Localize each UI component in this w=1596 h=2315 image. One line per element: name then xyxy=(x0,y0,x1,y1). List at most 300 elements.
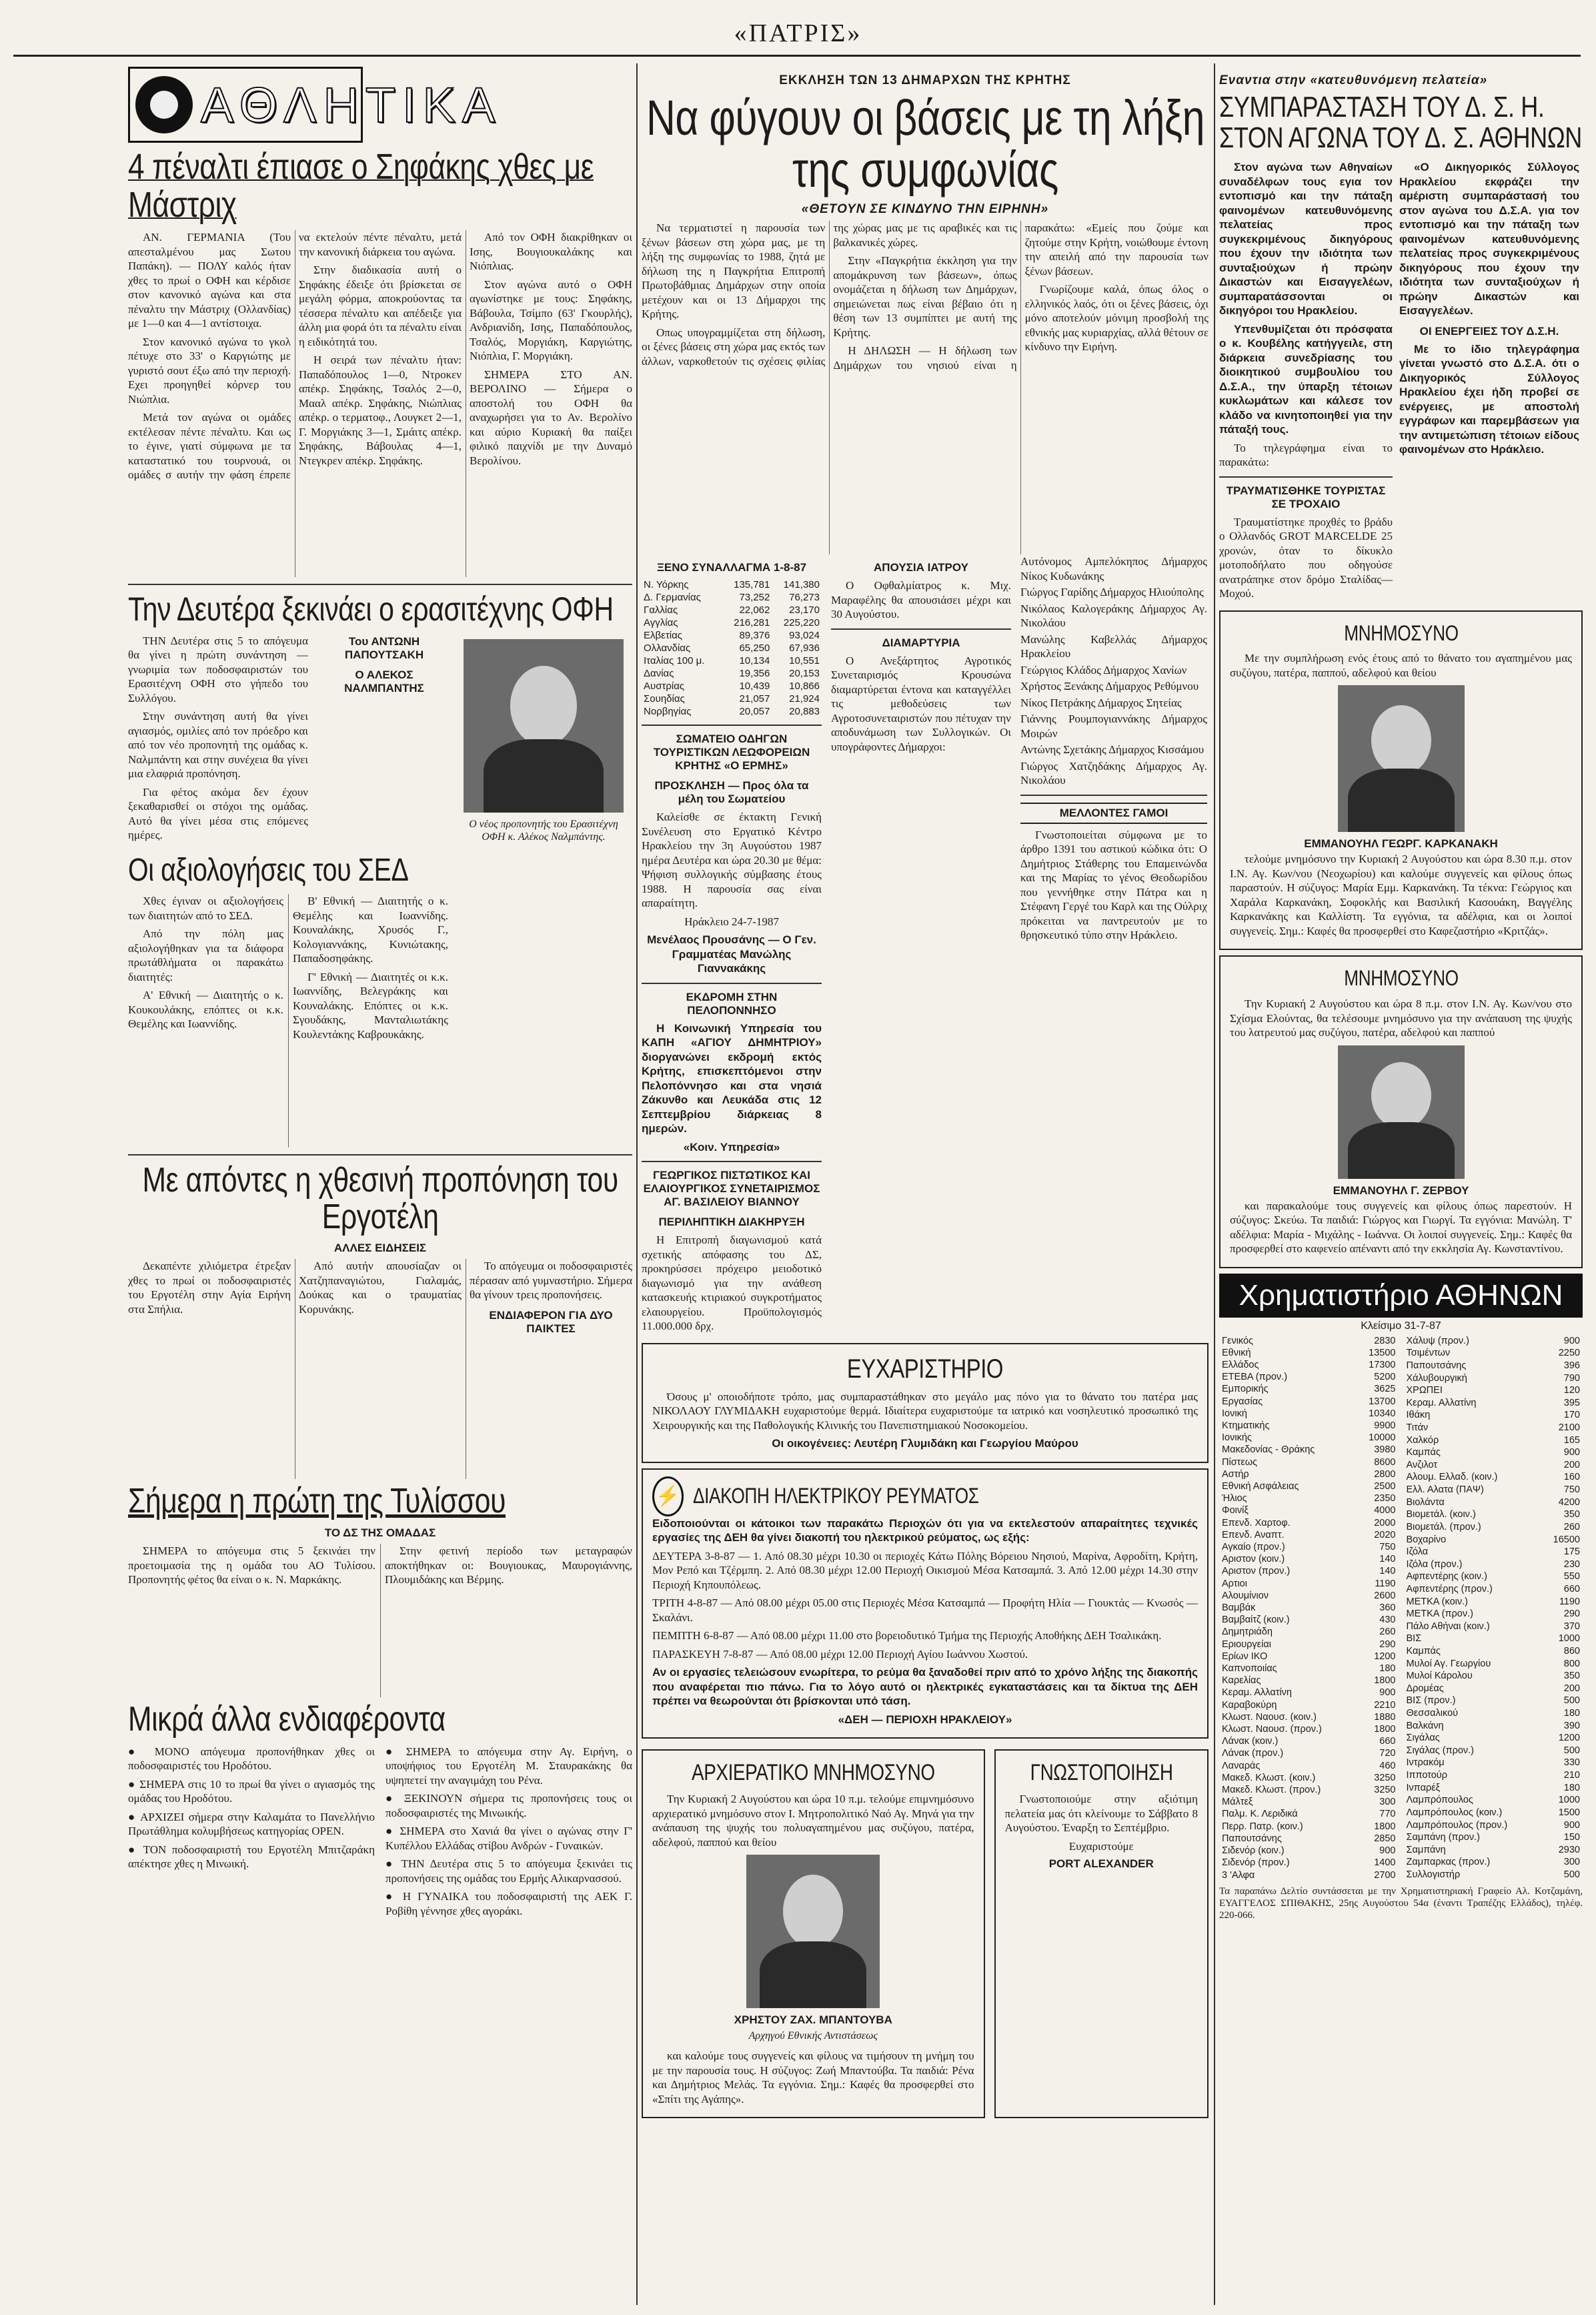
stock-price: 4000 xyxy=(1374,1505,1396,1516)
stock-row xyxy=(1219,1735,1399,1747)
stock-name: Σιδενόρ (προν.) xyxy=(1222,1857,1290,1869)
currency-name: Αγγλίας xyxy=(644,617,678,629)
article-ofi-amateur xyxy=(128,634,308,850)
stock-name: Ερίων ΙΚΟ xyxy=(1222,1651,1268,1662)
stock-name: Βαμβάκ xyxy=(1222,1602,1256,1614)
paragraph: Ειδοποιούνται οι κάτοικοι των παρακάτω Περιοχών ότι για να εκτελεστούν απαραίτητες τεχνικές εργασίες της ΔΕΗ θα γίνει διακοπή του ηλεκτρικού ρεύματος, ως εξής: xyxy=(652,1516,1198,1544)
paragraph: Στον κανονικό αγώνα το γκολ πέτυχε στο 33' ο Καργιώτης με γυριστό σουτ έξω από την περιοχή. Εχει προηγηθεί κόρνερ του Νιώπλια. xyxy=(128,335,291,406)
photo-caption: Ο νέος προπονητής του Ερασιτέχνη ΟΦΗ κ. Αλέκος Ναλμπάντης. xyxy=(469,818,618,843)
coach-photo xyxy=(464,639,624,813)
mayor-entry: Γιώργος Γαρίδης Δήμαρχος Ηλιούπολης xyxy=(1020,586,1204,599)
stock-price: 660 xyxy=(1563,1583,1580,1594)
stock-name: Βιολάντα xyxy=(1406,1496,1445,1508)
paragraph: Με το ίδιο τηλεγράφημα γίνεται γνωστό στο Δ.Σ.Α. ότι ο Δικηγορικός Σύλλογος Ηρακλείου έχει ήδη προβεί σε ενέργειες, με αποστολή εγγράφων και παρεμβάσεων για την αντιμετώπιση τέτοιων είδους φαινομένων στο Ηράκλειο. xyxy=(1399,342,1579,456)
stock-row xyxy=(1404,1360,1583,1372)
stock-price: 396 xyxy=(1563,1360,1580,1371)
exchange-row xyxy=(642,578,822,591)
stock-name: Ιζόλα xyxy=(1406,1546,1429,1558)
rate-value: 10,134 xyxy=(739,655,770,667)
stock-row xyxy=(1219,1711,1399,1723)
paragraph: Το απόγευμα οι ποδοσφαιριστές πέρασαν από γυμναστήριο. Σήμερα θα γίνουν τρεις προπονήσεις. xyxy=(470,1260,632,1302)
stock-price: 170 xyxy=(1563,1410,1580,1421)
stock-row xyxy=(1404,1856,1583,1869)
stock-table-left xyxy=(1219,1335,1399,1881)
deceased-role: Αρχηγού Εθνικής Αντιστάσεως xyxy=(748,2030,878,2042)
signature: «Κοιν. Υπηρεσία» xyxy=(683,1140,780,1153)
stock-price: 13700 xyxy=(1369,1396,1396,1407)
rate-value: 10,439 xyxy=(739,680,770,692)
exchange-title: ΞΕΝΟ ΣΥΝΑΛΛΑΓΜΑ 1-8-87 xyxy=(656,561,807,574)
mnimosyno-title: ΜΝΗΜΟΣΥΝΟ xyxy=(1343,620,1459,645)
stock-row xyxy=(1404,1657,1583,1670)
stock-row xyxy=(1219,1468,1399,1480)
stock-price: 13500 xyxy=(1369,1347,1396,1358)
stock-name: Αφπεντέρης (προν.) xyxy=(1406,1583,1493,1594)
stock-price: 140 xyxy=(1379,1566,1396,1577)
stock-note: Τα παραπάνω Δελτίο συντάσσεται με την Χρηματιστηριακή Γραφείο Αλ. Κοτζαμάνη, ΕΥΑΓΓΕΛΟΣ ΣΠΙΘΑΚΗΣ, 25ης Αυγούστου 54α (έναντι Τραπέζης Ελλάδος), τηλέφ. 220-066. xyxy=(1219,1885,1583,1921)
stock-price: 1000 xyxy=(1558,1633,1580,1645)
paragraph: Για φέτος ακόμα δεν έχουν ξεκαθαρισθεί οι στόχοι της ομάδας. Αυτό θα γίνει μέσα στις επόμενες ημέρες. xyxy=(128,785,308,842)
guides-sub: ΠΡΟΣΚΛΗΣΗ — Προς όλα τα μέλη του Σωματείου xyxy=(654,779,809,806)
stock-row xyxy=(1404,1683,1583,1695)
stock-price: 5200 xyxy=(1374,1372,1396,1383)
paragraph: Στην φετινή περίοδο των μεταγραφών αποκτήθηκαν οι: Βουγιουκας, Μαυρογιάννης, Πλουμιδάκης και Βέρμης. xyxy=(385,1544,632,1586)
divider xyxy=(128,1154,632,1155)
sports-section xyxy=(128,67,632,2302)
rate-value: 93,024 xyxy=(789,630,820,642)
article-ergotelis xyxy=(128,1259,632,1479)
mayor-entry: Αντώνης Σχετάκης Δήμαρχος Κισσάμου xyxy=(1020,743,1205,757)
stock-name: Επενδ. Αναπτ. xyxy=(1222,1529,1285,1540)
right-section xyxy=(1219,67,1583,2302)
paragraph: Η σειρά των πέναλτυ ήταν: Παπαδόπουλος 1—0, Ντροκεν απέκρ. Σηφάκης, Τσαλός 2—0, Μααλ απέκρ. Σηφάκης, Νιώπλιας απέκρ. ο τερματοφ., Λουγκετ 2—1, Γ. Μοργιάκης 3—1, Σμάιτς απέκρ. Σηφάκης, Βάβουλας 4—1, Ντεγκρεν απέκρ. Σηφάκης. xyxy=(299,354,462,467)
paragraph: Από αυτήν απουσίαζαν οι Χατζηπαναγιώτου, Γιαλαμάς, Δούκας και ο τραυματίας Κορυνάκης. xyxy=(299,1260,462,1316)
stock-price: 3250 xyxy=(1374,1785,1396,1796)
stock-name: Σιδενόρ (κοιν.) xyxy=(1222,1845,1285,1857)
paragraph: Α' Εθνική — Διαιτητής ο κ. Κουκουλάκης, επόπτες οι κ.κ. Θεμέλης και Ιωαννίδης. xyxy=(128,989,283,1031)
stock-name: Λαμπρόπουλος xyxy=(1406,1795,1473,1806)
stock-name: Αρτιοι xyxy=(1222,1578,1247,1589)
currency-name: Νορβηγίας xyxy=(644,706,692,718)
stock-name: ΜΕΤΚΑ (κοιν.) xyxy=(1406,1596,1468,1607)
stock-price: 200 xyxy=(1563,1459,1580,1470)
rate-value: 135,781 xyxy=(734,579,770,591)
stock-row xyxy=(1404,1844,1583,1857)
stock-name: Σιγάλας xyxy=(1406,1733,1440,1744)
signature: Οι οικογένειες: Λευτέρη Γλυμιδάκη και Γεωργίου Μαύρου xyxy=(772,1437,1078,1450)
stock-row xyxy=(1404,1471,1583,1484)
stock-price: 350 xyxy=(1563,1509,1580,1520)
geo-sub: ΠΕΡΙΛΗΠΤΙΚΗ ΔΙΑΚΗΡΥΞΗ xyxy=(658,1216,805,1229)
stock-name: Λαμπρόπουλος (προν.) xyxy=(1406,1819,1508,1831)
stock-row xyxy=(1404,1570,1583,1583)
stock-price: 1000 xyxy=(1558,1795,1580,1806)
stock-name: Καμπάς xyxy=(1406,1447,1441,1458)
stock-name: ΕΤΕΒΑ (προν.) xyxy=(1222,1372,1288,1383)
stock-row xyxy=(1219,1614,1399,1626)
stock-row xyxy=(1219,1639,1399,1651)
stock-price: 2600 xyxy=(1374,1590,1396,1601)
stock-price: 1200 xyxy=(1374,1651,1396,1662)
portrait-photo xyxy=(746,1855,880,2008)
stock-price: 180 xyxy=(1563,1782,1580,1793)
geo-title: ΓΕΩΡΓΙΚΟΣ ΠΙΣΤΩΤΙΚΟΣ ΚΑΙ ΕΛΑΙΟΥΡΓΙΚΟΣ ΣΥΝΕΤΑΙΡΙΣΜΟΣ ΑΓ. ΒΑΣΙΛΕΙΟΥ ΒΙΑΝΝΟΥ xyxy=(643,1169,820,1209)
stock-price: 9900 xyxy=(1374,1420,1396,1431)
lead-section xyxy=(642,67,1209,2302)
stock-row xyxy=(1404,1397,1583,1410)
stock-name: Μακεδ. Κλωστ. (κοιν.) xyxy=(1222,1772,1316,1783)
stock-row xyxy=(1219,1504,1399,1516)
stock-name: Κεραμ. Αλλατίνη xyxy=(1406,1397,1477,1408)
stock-row xyxy=(1404,1794,1583,1807)
stock-row xyxy=(1404,1595,1583,1608)
paragraph: Γ' Εθνική — Διαιτητές οι κ.κ. Ιωαννίδης, Βελεγράκης και Κουναλάκης. Επόπτες οι κ.κ. Σγουδάκης, Μανταλιωτάκης Κουλεντάκης Καβρουκάκης. xyxy=(293,970,448,1041)
stock-price: 2210 xyxy=(1374,1699,1396,1711)
stock-row xyxy=(1404,1347,1583,1360)
stock-row xyxy=(1219,1772,1399,1784)
paragraph: ΠΕΜΠΤΗ 6-8-87 — Από 08.00 μέχρι 11.00 στο βορειοδυτικό Τμήμα της Περιοχής Αποθήκης ΔΕΗ Τσαλικάκη. xyxy=(652,1629,1162,1643)
stock-price: 770 xyxy=(1379,1809,1396,1820)
stock-row xyxy=(1219,1517,1399,1529)
paragraph: Καλείσθε σε έκτακτη Γενική Συνέλευση στο Εργατικό Κέντρο Ηρακλείου την 3η Αυγούστου 1987 ημέρα Δευτέρα και ώρα 20.30 με θέμα: Ψήφιση συλλογικής σύμβασης έτους 1988. Η παρουσία σας είναι απαραίτητη. xyxy=(642,811,822,910)
paragraph: ● ΤΟΝ ποδοσφαιριστή του Εργοτέλη Μπιτζαράκη απέκτησε χθες η Μινωική. xyxy=(128,1843,375,1871)
stock-price: 260 xyxy=(1379,1627,1396,1638)
exchange-row xyxy=(642,591,822,604)
stock-name: ΒΙΣ (προν.) xyxy=(1406,1695,1456,1707)
exchange-table xyxy=(642,578,822,718)
stock-row xyxy=(1219,1529,1399,1541)
paragraph: Γνωρίζουμε καλά, όπως όλος ο ελληνικός λαός, ότι οι ξένες βάσεις, όχι μόνο αποτελούν μόνιμη προσβολή της εθνικής μας κυριαρχίας, αλλά θέτουν σε κίνδυνο την Ειρήνη. xyxy=(1024,283,1209,354)
stock-price: 180 xyxy=(1379,1663,1396,1675)
masthead: «ΠΑΤΡΙΣ» xyxy=(734,19,862,47)
stock-name: Θεσσαλικού xyxy=(1406,1708,1459,1719)
stock-price: 790 xyxy=(1563,1372,1580,1384)
stock-row xyxy=(1219,1796,1399,1808)
stock-name: Συλλογιστήρ xyxy=(1406,1869,1461,1881)
stock-row xyxy=(1219,1626,1399,1638)
stock-name: Βαλκάνη xyxy=(1406,1720,1444,1731)
exchange-row xyxy=(642,616,822,629)
stock-price: 800 xyxy=(1563,1658,1580,1669)
stock-price: 180 xyxy=(1563,1708,1580,1719)
stock-name: Ινπαρέξ xyxy=(1406,1782,1441,1793)
mayors-column xyxy=(1020,554,1207,1338)
rate-value: 21,924 xyxy=(789,693,820,705)
stock-name: Εμπορικής xyxy=(1222,1384,1269,1395)
stock-name: Λαμπρόπουλος (κοιν.) xyxy=(1406,1807,1503,1818)
stock-name: Δρομέας xyxy=(1406,1683,1444,1694)
rate-value: 76,273 xyxy=(789,592,820,604)
mayor-entry: Γιώργος Χατζηδάκης Δήμαρχος Αγ. Νικολάου xyxy=(1020,759,1207,787)
article-sifakis xyxy=(128,230,632,577)
stock-row xyxy=(1404,1533,1583,1546)
paragraph: Ο Οφθαλμίατρος κ. Μιχ. Μαραφέλης θα απουσιάσει μέχρι και 30 Αυγούστου. xyxy=(831,579,1011,621)
paragraph: Αν οι εργασίες τελειώσουν ενωρίτερα, το ρεύμα θα ξαναδοθεί πριν από το χρόνο λήξης της διακοπής που αναφέρεται πιο πάνω. Για το λόγο αυτό οι ηλεκτρικές εγκαταστάσεις και τα δίκτυα της ΔΕΗ πρέπει να θεωρούνται ότι βρίσκονται υπό τάση. xyxy=(652,1666,1198,1708)
stock-price: 150 xyxy=(1563,1832,1580,1843)
stock-name: Μυλοί Αγ. Γεωργίου xyxy=(1406,1658,1491,1669)
stock-name: Αριστον (κοιν.) xyxy=(1222,1554,1285,1565)
deceased-name: ΕΜΜΑΝΟΥΗΛ Γ. ΖΕΡΒΟΥ xyxy=(1333,1184,1469,1197)
stock-row xyxy=(1219,1420,1399,1432)
stock-name: Ελλάδος xyxy=(1222,1359,1259,1370)
mnimosyno-title: ΜΝΗΜΟΣΥΝΟ xyxy=(1343,966,1459,991)
stock-price: 2500 xyxy=(1374,1481,1396,1492)
stock-row xyxy=(1219,1699,1399,1711)
paragraph: ΑΝ. ΓΕΡΜΑΝΙΑ (Του απεσταλμένου μας Σωτου Παπάκη). — ΠΟΛΥ καλός ήταν χθες το πρωί ο ΟΦΗ και κέρδισε στον κανονικό αγώνα και στα πέναλτυ την Μάστριχ (Ολλανδίας) με 1—0 και 4—1 αντίστοιχα. xyxy=(128,231,291,330)
rate-value: 73,252 xyxy=(739,592,770,604)
stock-name: Σιγάλας (προν.) xyxy=(1406,1745,1474,1756)
stock-row xyxy=(1219,1347,1399,1359)
stock-name: Αφπεντέρης (κοιν.) xyxy=(1406,1571,1487,1582)
stock-price: 660 xyxy=(1379,1736,1396,1747)
stock-row xyxy=(1219,1590,1399,1602)
subheading: OI ΕΝΕΡΓΕΙΕΣ ΤΟΥ Δ.Σ.Η. xyxy=(1419,324,1559,338)
article-sed xyxy=(128,894,448,1147)
stock-name: Καπνοποιίας xyxy=(1222,1663,1277,1675)
stock-row xyxy=(1404,1546,1583,1558)
stock-row xyxy=(1404,1769,1583,1782)
stock-name: Κλωστ. Ναουσ. (κοιν.) xyxy=(1222,1711,1317,1723)
paragraph: Στον αγώνα των Αθηναίων συναδέλφων τους εγια τον εντοπισμό και την πάταξη φαινομένων κατευθυνόμενης πελατείας προς συγκεκριμένους δικηγόρους που έχουν την ιδιότητα των συνταξιούχων ή πρώην Δικαστών και Εισαγγελέων, συμπαρατάσσονται οι δικηγόροι του Ηρακλείου. xyxy=(1219,161,1393,318)
stock-name: Βαμβαίτζ (κοιν.) xyxy=(1222,1614,1290,1626)
stock-row xyxy=(1404,1422,1583,1434)
stock-price: 2850 xyxy=(1374,1833,1396,1844)
stock-row xyxy=(1219,1821,1399,1833)
stock-name: Ιντρακόμ xyxy=(1406,1757,1445,1769)
stock-row xyxy=(1219,1565,1399,1577)
stock-price: 8600 xyxy=(1374,1456,1396,1468)
stock-row xyxy=(1219,1833,1399,1845)
stock-row xyxy=(1219,1784,1399,1796)
stock-price: 1880 xyxy=(1374,1711,1396,1723)
stock-price: 16500 xyxy=(1553,1534,1580,1545)
paragraph: Το τηλεγράφημα είναι το παρακάτω: xyxy=(1219,441,1393,469)
paragraph: Γνωστοποιείται σύμφωνα με το άρθρο 1391 του αστικού κώδικα ότι: Ο Δημήτριος Στάθερης του Επαμεινώνδα και της Μαρίας το γένος Θεοδωρίδου που γεννήθηκε στην Πάτρα και η Στέφανη Γεργέ του Καρλ και της Ούλριχ πρόκειται να παντρευτούν με το θρησκευτικό τύπο στην Ηράκλειο. xyxy=(1020,828,1207,942)
stock-row xyxy=(1404,1719,1583,1732)
stock-name: ΒΙΣ xyxy=(1406,1633,1422,1645)
stock-price: 1800 xyxy=(1374,1724,1396,1735)
paragraph: ● ΤΗΝ Δευτέρα στις 5 το απόγευμα ξεκινάει τις προπονήσεις της ομάδας του Ερμής Αλικαρνασσού. xyxy=(385,1857,632,1885)
stock-name: Τσιμέντων xyxy=(1406,1348,1451,1359)
paragraph: Μετά τον αγώνα οι ομάδες εκτέλεσαν πέντε πέναλτυ. Και ως το έγινε, γιατί σύμφωνα με τα καταστατικό του τουρνουά, οι ομάδες σ αυτήν την φάση έπρεπε να εκτελούν πέντε πέναλτυ, μετά την κανονική διάρκεια του αγώνα. xyxy=(128,231,462,482)
thanks: Ευχαριστούμε xyxy=(1068,1839,1134,1853)
stock-price: 140 xyxy=(1379,1554,1396,1565)
deceased-name: ΕΜΜΑΝΟΥΗΛ ΓΕΩΡΓ. ΚΑΡΚΑΝΑΚΗ xyxy=(1304,837,1498,851)
stock-row xyxy=(1404,1831,1583,1844)
stock-row xyxy=(1219,1651,1399,1663)
stock-name: Αριστον (προν.) xyxy=(1222,1566,1291,1577)
stock-price: 370 xyxy=(1563,1620,1580,1632)
mayor-entry: Αυτόνομος Αμπελόκηπος Δήμαρχος Νίκος Κυδωνάκης xyxy=(1020,555,1207,582)
stock-price: 200 xyxy=(1563,1683,1580,1694)
stock-name: Ελλ. Αλατα (ΠΑΨ) xyxy=(1406,1484,1484,1496)
stock-date: Κλείσιμο 31-7-87 xyxy=(1361,1320,1441,1332)
archieratiko-title: ΑΡΧΙΕΡΑΤΙΚΟ ΜΝΗΜΟΣΥΝΟ xyxy=(691,1760,935,1786)
currency-name: Ιταλίας 100 μ. xyxy=(644,655,705,667)
stock-tables xyxy=(1219,1335,1583,1881)
stock-row xyxy=(1219,1747,1399,1759)
stock-name: Χάλυβουργική xyxy=(1406,1372,1467,1384)
stock-name: Ιθάκη xyxy=(1406,1410,1431,1421)
stock-name: Πίστεως xyxy=(1222,1456,1258,1468)
mayor-entry: Γεώργιος Κλάδος Δήμαρχος Χανίων xyxy=(1020,663,1187,676)
paragraph: Από τον ΟΦΗ διακρίθηκαν οι Ισης, Βουγιουκαλάκης και Νιόπλιας. xyxy=(470,231,632,273)
dei-box xyxy=(642,1468,1209,1739)
stock-name: Σαμπάνη xyxy=(1406,1844,1446,1855)
paragraph: ΣΗΜΕΡΑ ΣΤΟ ΑΝ. ΒΕΡΟΛΙΝΟ — Σήμερα ο αποστολή του ΟΦΗ θα αναχωρήσει για το Αν. Βερολίνο και αύριο Κυριακή θα παίξει φιλικό παιχνίδι με την Δυναμό Βερολίνου. xyxy=(470,368,632,467)
headline-sed: Οι αξιολογήσεις του ΣΕΔ xyxy=(128,852,409,888)
paragraph: ● ΜΟΝΟ απόγευμα προπονήθηκαν χθες οι ποδοσφαιριστές του Ηροδότου. xyxy=(128,1745,375,1773)
stock-row xyxy=(1404,1782,1583,1795)
stock-price: 500 xyxy=(1563,1869,1580,1881)
stock-price: 900 xyxy=(1563,1335,1580,1346)
portrait-photo xyxy=(1338,685,1465,832)
stock-row xyxy=(1404,1707,1583,1720)
lead-kicker: ΕΚΚΛΗΣΗ ΤΩΝ 13 ΔΗΜΑΡΧΩΝ ΤΗΣ ΚΡΗΤΗΣ xyxy=(779,73,1071,87)
stock-price: 900 xyxy=(1563,1447,1580,1458)
stock-price: 230 xyxy=(1563,1558,1580,1570)
stock-name: Καρελίας xyxy=(1222,1675,1261,1687)
stock-price: 120 xyxy=(1563,1385,1580,1396)
stock-title: Χρηματιστήριο ΑΘΗΝΩΝ xyxy=(1219,1274,1583,1318)
currency-name: Ν. Υόρκης xyxy=(644,579,689,591)
stock-price: 2350 xyxy=(1374,1493,1396,1504)
paragraph: και καλούμε τους συγγενείς και φίλους να τιμήσουν τη μνήμη του με την παρουσία τους. Η σύζυγος: Ζωή Μπαντούβα. Τα παιδιά: Ρένα και Δημήτριος Μελάς. Τα εγγόνια. Σημ.: Καφές θα προσφερθεί στο «Σπίτι της Αγάπης». xyxy=(652,2049,974,2106)
archieratiko-box xyxy=(642,1749,985,2118)
stock-price: 300 xyxy=(1379,1797,1396,1808)
stock-price: 750 xyxy=(1563,1484,1580,1496)
currency-name: Δανίας xyxy=(644,668,674,680)
stock-price: 500 xyxy=(1563,1695,1580,1707)
stock-row xyxy=(1219,1869,1399,1881)
paragraph: ● ΣΗΜΕΡΑ στο Χανιά θα γίνει ο αγώνας στην Γ' Κυπέλλου Ελλάδας στίβου Ανδρών - Γυναικών. xyxy=(385,1825,632,1852)
column-rule xyxy=(1214,63,1215,2305)
right-headline: ΣΥΜΠΑΡΑΣΤΑΣΗ ΤΟΥ Δ. Σ. Η. ΣΤΟΝ ΑΓΩΝΑ ΤΟΥ Δ. Σ. ΑΘΗΝΩΝ xyxy=(1219,91,1582,155)
stock-row xyxy=(1404,1645,1583,1658)
mnimosyno-karkanaki xyxy=(1219,610,1583,951)
stock-row xyxy=(1219,1808,1399,1820)
paragraph: Η ΔΗΛΩΣΗ — Η δήλωση των Δημάρχων του νησιού είναι η παρακάτω: «Εμείς που ζούμε και ζητούμε στην Κρήτη, νοιώθουμε έντονη την απειλή από την παρουσία των ξένων βάσεων. xyxy=(833,221,1209,372)
stock-table-right xyxy=(1404,1335,1583,1881)
paragraph: Την Κυριακή 2 Αυγούστου και ώρα 10 π.μ. τελούμε επιμνημόσυνο αρχιερατικό μνημόσυνο στον Ι. Μητροπολιτικό Ναό Αγ. Μηνά για την ανάπαυση της ψυχής του πολυαγαπημένου μας συζύγου, πατέρα, αδελφού, παππού και θείου xyxy=(652,1793,974,1849)
stock-price: 1400 xyxy=(1374,1857,1396,1869)
paragraph: ΣΗΜΕΡΑ το απόγευμα στις 5 ξεκινάει την προετοιμασία της η ομάδα του ΑΟ Τυλίσου. Προπονητής φέτος θα είναι ο κ. Ν. Μαρκάκης. xyxy=(128,1544,375,1586)
signature: «ΔΕΗ — ΠΕΡΙΟΧΗ ΗΡΑΚΛΕΙΟΥ» xyxy=(838,1713,1012,1726)
stock-price: 900 xyxy=(1563,1819,1580,1831)
currency-name: Γαλλίας xyxy=(644,604,678,616)
stock-price: 900 xyxy=(1379,1845,1396,1857)
stock-row xyxy=(1404,1819,1583,1831)
lightning-icon: ⚡ xyxy=(652,1476,684,1516)
sports-logo-text: ΑΘΛΗΤΙΚΑ xyxy=(201,77,502,133)
mayor-entry: Γιάννης Ρουμπογιαννάκης Δήμαρχος Μοιρών xyxy=(1020,713,1207,740)
stock-name: Εριουργείαι xyxy=(1222,1639,1271,1650)
currency-name: Δ. Γερμανίας xyxy=(644,592,701,604)
notices-column xyxy=(831,554,1011,1338)
article-tylisos xyxy=(128,1544,632,1697)
stock-price: 330 xyxy=(1563,1757,1580,1769)
currency-name: Ολλανδίας xyxy=(644,642,691,654)
stock-name: Αλουμίνιον xyxy=(1222,1590,1269,1601)
stock-price: 1190 xyxy=(1375,1578,1396,1589)
exchange-row xyxy=(642,692,822,705)
paragraph: Η Επιτροπή διαγωνισμού κατά σχετικής απόφασης του ΔΣ, προκηρύσσει πρόχειρο μειοδοτικό διαγωνισμό για την ανάθεση κατασκευής κτιριακού συγκροτήματος ελαιουργείου. Προϋπολογισμός 11.000.000 δρχ. xyxy=(642,1234,822,1333)
stock-row xyxy=(1219,1723,1399,1735)
currency-name: Σουηδίας xyxy=(644,693,685,705)
stock-name: ΜΕΤΚΑ (προν.) xyxy=(1406,1608,1473,1620)
mayor-entry: Μανώλης Καβελλάς Δήμαρχος Ηρακλείου xyxy=(1020,632,1207,660)
stock-row xyxy=(1404,1670,1583,1683)
misc-list-left xyxy=(128,1745,375,1923)
stock-name: Μάλτεξ xyxy=(1222,1797,1253,1808)
stock-row xyxy=(1404,1508,1583,1521)
divider xyxy=(128,584,632,585)
paragraph: Στον αγώνα αυτό ο ΟΦΗ αγωνίστηκε με τους: Σηφάκης, Βάβουλα, Τσίμπο (63' Γκουρλής), Ανδριανίδη, Ισης, Παπαδόπουλος, Τσαλός, Μοργιάκη, Καργιώτης, Νιόπλια, Γ. Μοργιάκη. xyxy=(470,278,632,363)
exchange-row xyxy=(642,667,822,680)
stock-price: 860 xyxy=(1563,1646,1580,1657)
stock-name: Παλμ. Κ. Λεριδικά xyxy=(1222,1809,1298,1820)
stock-price: 10340 xyxy=(1369,1408,1396,1419)
stock-name: Φοινίξ xyxy=(1222,1505,1249,1516)
classifieds-column xyxy=(642,554,822,1338)
stock-price: 175 xyxy=(1563,1546,1580,1558)
stock-price: 550 xyxy=(1563,1571,1580,1582)
stock-price: 1200 xyxy=(1558,1733,1580,1744)
stock-price: 260 xyxy=(1563,1521,1580,1532)
stock-name: Λάνακ (κοιν.) xyxy=(1222,1736,1279,1747)
stock-name: Περρ. Πατρ. (κοιν.) xyxy=(1222,1821,1303,1832)
stock-price: 290 xyxy=(1563,1608,1580,1620)
headline-ofi-amateur: Την Δευτέρα ξεκινάει ο ερασιτέχνης ΟΦΗ xyxy=(128,590,614,628)
paragraph: ● ΣΗΜΕΡΑ το απόγευμα στην Αγ. Ειρήνη, ο υποψήφιος του Εργοτέλη Μ. Σταυρακάκης θα υψηπετεί την αναγιμάχη του Ρένα. xyxy=(385,1745,632,1787)
tourist-title: ΤΡΑΥΜΑΤΙΣΘΗΚΕ ΤΟΥΡΙΣΤΑΣ ΣΕ ΤΡΟΧΑΙΟ xyxy=(1226,484,1386,510)
deceased-name: ΧΡΗΣΤΟΥ ΖΑΧ. ΜΠΑΝΤΟΥΒΑ xyxy=(734,2013,892,2027)
stock-name: Λαναράς xyxy=(1222,1760,1261,1771)
football-icon xyxy=(135,76,193,133)
rate-value: 216,281 xyxy=(734,617,770,629)
stock-name: Καραβοκύρη xyxy=(1222,1699,1277,1711)
stock-row xyxy=(1219,1396,1399,1408)
gnostopoiisi-title: ΓΝΩΣΤΟΠΟΙΗΣΗ xyxy=(1030,1760,1173,1786)
stock-price: 10000 xyxy=(1369,1432,1396,1444)
stock-row xyxy=(1219,1456,1399,1468)
stock-price: 1500 xyxy=(1558,1807,1580,1818)
paragraph: ● ΞΕΚΙΝΟΥΝ σήμερα τις προπονήσεις τους οι ποδοσφαιριστές της Μινωικής. xyxy=(385,1792,632,1819)
stock-row xyxy=(1219,1432,1399,1444)
stock-row xyxy=(1219,1760,1399,1772)
subheading: ΤΟ ΔΣ ΤΗΣ ΟΜΑΔΑΣ xyxy=(324,1526,436,1540)
stock-price: 2800 xyxy=(1374,1468,1396,1480)
stock-price: 17300 xyxy=(1369,1359,1396,1370)
stock-price: 460 xyxy=(1379,1760,1396,1771)
paragraph: Υπενθυμίζεται ότι πρόσφατα ο κ. Κουβέλης κατήγγειλε, στη διάρκεια συνεδρίασης του διοικητικού συμβουλίου του Δ.Σ.Α., την ύπαρξη τέτοιων κυκλωμάτων και κάλεσε τον κλάδο να κινητοποιηθεί για την πάταξή τους. xyxy=(1219,322,1393,436)
mayor-entry: Νικόλαος Καλογεράκης Δήμαρχος Αγ. Νικολάου xyxy=(1020,602,1207,630)
mayor-entry: Νίκος Πετράκης Δήμαρχος Σητείας xyxy=(1020,696,1182,709)
stock-row xyxy=(1219,1845,1399,1857)
stock-row xyxy=(1219,1408,1399,1420)
byline: Του ΑΝΤΩΝΗ ΠΑΠΟΥΤΣΑΚΗ xyxy=(344,634,424,661)
right-kicker: Εναντια στην «κατευθυνόμενη πελατεία» xyxy=(1219,73,1488,87)
stock-price: 350 xyxy=(1563,1671,1580,1682)
stock-row xyxy=(1404,1496,1583,1508)
stock-name: Τιτάν xyxy=(1406,1422,1429,1434)
stock-row xyxy=(1404,1558,1583,1571)
stock-row xyxy=(1219,1602,1399,1614)
apousia-title: ΑΠΟΥΣΙΑ ΙΑΤΡΟΥ xyxy=(874,561,968,574)
stock-name: Λάνακ (προν.) xyxy=(1222,1748,1284,1759)
stock-row xyxy=(1404,1446,1583,1459)
stock-name: Κλωστ. Ναουσ. (προν.) xyxy=(1222,1724,1322,1735)
